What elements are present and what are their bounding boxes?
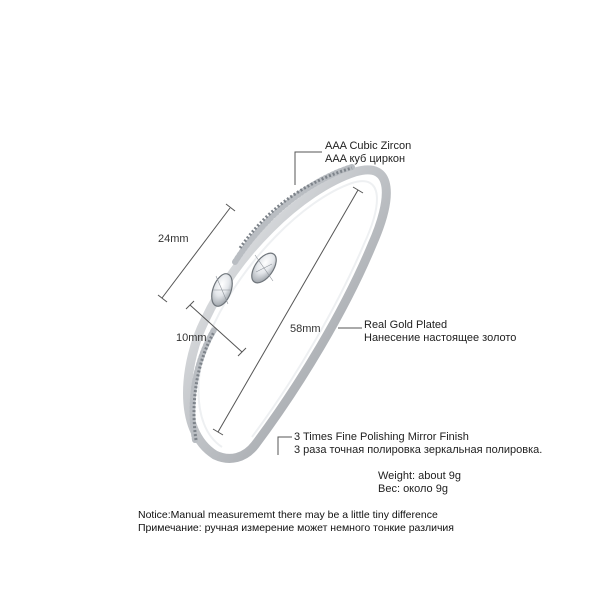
callout-polish-leader [278, 437, 292, 455]
dimension-gap-label: 10mm [176, 332, 207, 344]
plating-label-ru: Нанесение настоящее золото [364, 332, 517, 344]
bangle-band-outer [188, 170, 387, 459]
plating-label [364, 319, 516, 345]
polish-label-en: 3 Times Fine Polishing Mirror Finish [294, 431, 469, 443]
weight-label-en: Weight: about 9g [378, 470, 461, 482]
notice-ru: Примечание: ручная измерение может немного тонкие различия [138, 522, 454, 534]
notice [138, 509, 454, 535]
polish-label-ru: 3 раза точная полировка зеркальная полировка. [294, 444, 543, 456]
polish-label [294, 431, 542, 457]
bangle-band-inner [199, 181, 377, 447]
weight-label-ru: Вес: около 9g [378, 483, 448, 495]
dimension-height-label: 24mm [158, 233, 189, 245]
notice-en: Notice:Manual measurememt there may be a little tiny difference [138, 509, 438, 521]
plating-label-en: Real Gold Plated [364, 319, 448, 331]
weight-label [378, 470, 461, 496]
zircon-label-en: AAA Cubic Zircon [325, 140, 412, 152]
zircon-label-ru: AAA куб циркон [325, 153, 406, 165]
dimension-diameter-label: 58mm [290, 323, 321, 335]
zircon-label [325, 140, 411, 166]
